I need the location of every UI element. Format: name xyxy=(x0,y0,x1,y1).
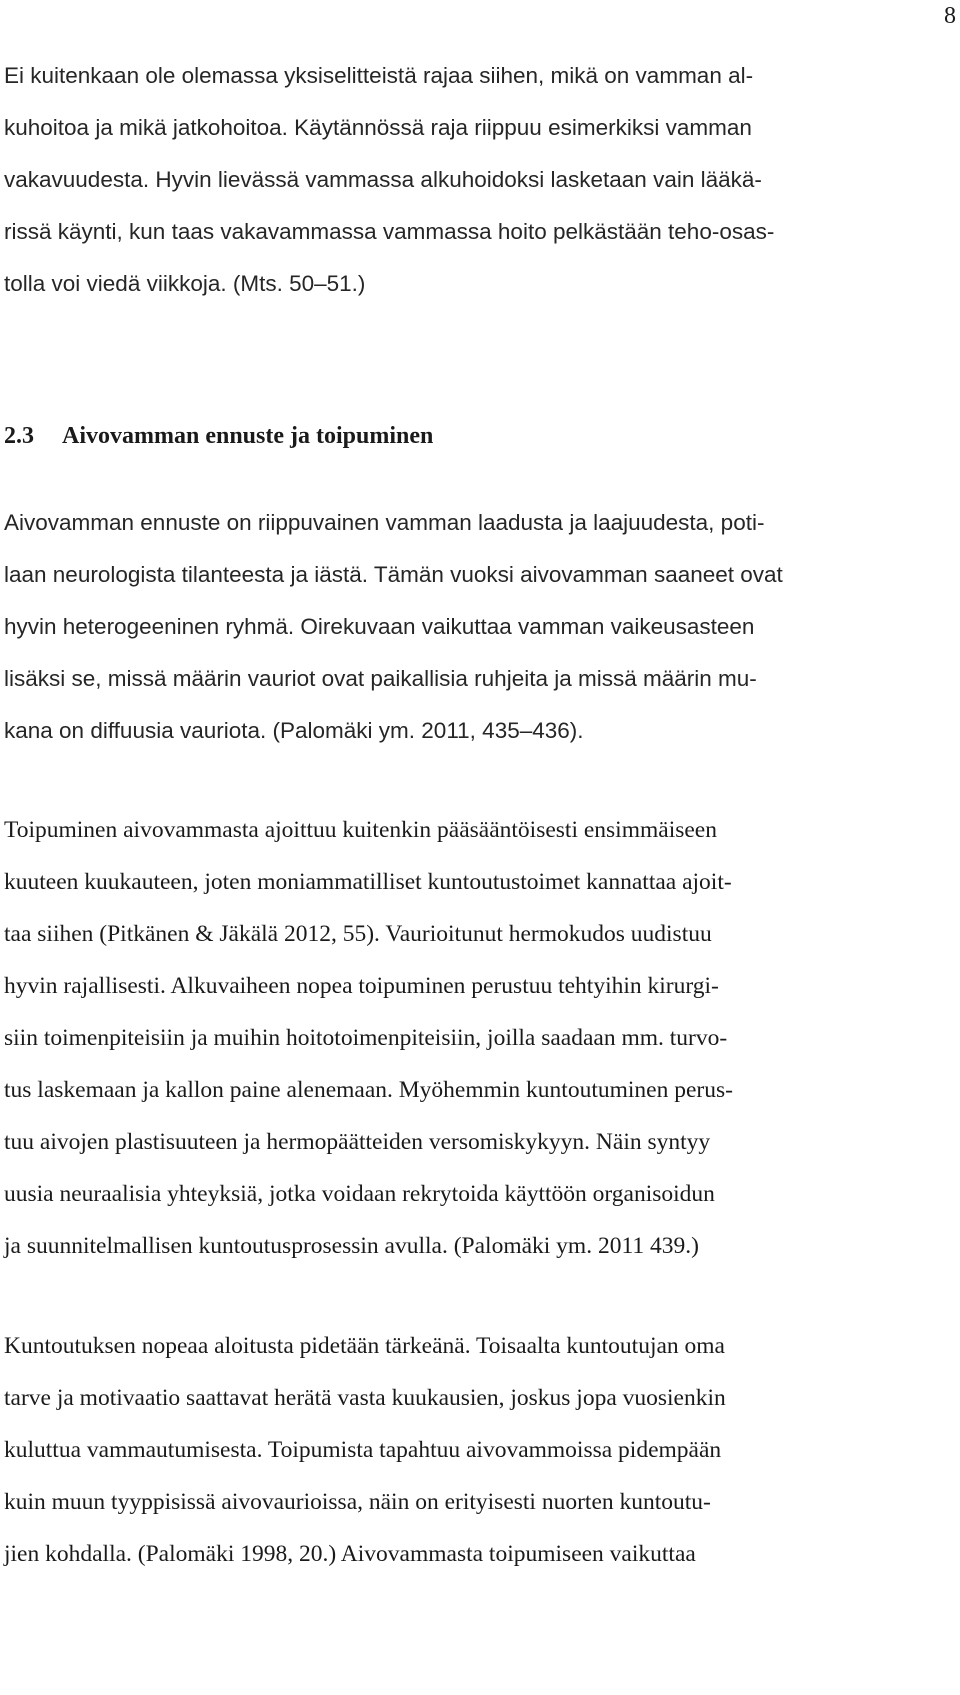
paragraph-2 xyxy=(4,497,956,757)
text-line: kana on diffuusia vauriota. (Palomäki ym. 2011, 435–436). xyxy=(4,718,584,743)
page-number: 8 xyxy=(944,3,956,29)
text-line: lisäksi se, missä määrin vauriot ovat paikallisia ruhjeita ja missä määrin mu- xyxy=(4,666,757,691)
text-line: Kuntoutuksen nopeaa aloitusta pidetään tärkeänä. Toisaalta kuntoutujan oma xyxy=(4,1333,725,1359)
text-line: jien kohdalla. (Palomäki 1998, 20.) Aivovammasta toipumiseen vaikuttaa xyxy=(4,1541,696,1567)
text-line: Aivovamman ennuste on riippuvainen vamman laadusta ja laajuudesta, poti- xyxy=(4,510,765,535)
text-line: siin toimenpiteisiin ja muihin hoitotoimenpiteisiin, joilla saadaan mm. turvo- xyxy=(4,1025,728,1051)
paragraph-4 xyxy=(4,1320,956,1580)
text-line: rissä käynti, kun taas vakavammassa vammassa hoito pelkästään teho-osas- xyxy=(4,219,775,244)
text-line: Ei kuitenkaan ole olemassa yksiselitteistä rajaa siihen, mikä on vamman al- xyxy=(4,63,754,88)
text-line: tus laskemaan ja kallon paine alenemaan. Myöhemmin kuntoutuminen perus- xyxy=(4,1077,733,1103)
section-number: 2.3 xyxy=(4,423,34,449)
text-line: kuin muun tyyppisissä aivovaurioissa, näin on erityisesti nuorten kuntoutu- xyxy=(4,1489,711,1515)
text-line: uusia neuraalisia yhteyksiä, jotka voidaan rekrytoida käyttöön organisoidun xyxy=(4,1181,715,1207)
section-title: Aivovamman ennuste ja toipuminen xyxy=(62,423,434,449)
text-line: tolla voi viedä viikkoja. (Mts. 50–51.) xyxy=(4,271,366,296)
paragraph-3 xyxy=(4,804,956,1272)
text-line: kuhoitoa ja mikä jatkohoitoa. Käytännössä raja riippuu esimerkiksi vamman xyxy=(4,115,752,140)
paragraph-1 xyxy=(4,50,956,310)
text-line: tuu aivojen plastisuuteen ja hermopäätteiden versomiskykyyn. Näin syntyy xyxy=(4,1129,711,1155)
text-line: hyvin rajallisesti. Alkuvaiheen nopea toipuminen perustuu tehtyihin kirurgi- xyxy=(4,973,719,999)
text-line: Toipuminen aivovammasta ajoittuu kuitenkin pääsääntöisesti ensimmäiseen xyxy=(4,817,717,843)
text-line: taa siihen (Pitkänen & Jäkälä 2012, 55). Vaurioitunut hermokudos uudistuu xyxy=(4,921,712,947)
text-line: kuluttua vammautumisesta. Toipumista tapahtuu aivovammoissa pidempään xyxy=(4,1437,722,1463)
text-line: vakavuudesta. Hyvin lievässä vammassa alkuhoidoksi lasketaan vain lääkä- xyxy=(4,167,762,192)
text-line: tarve ja motivaatio saattavat herätä vasta kuukausien, joskus jopa vuosienkin xyxy=(4,1385,726,1411)
text-line: laan neurologista tilanteesta ja iästä. Tämän vuoksi aivovamman saaneet ovat xyxy=(4,562,783,587)
text-line: kuuteen kuukauteen, joten moniammatilliset kuntoutustoimet kannattaa ajoit- xyxy=(4,869,732,895)
text-line: ja suunnitelmallisen kuntoutusprosessin avulla. (Palomäki ym. 2011 439.) xyxy=(4,1233,699,1259)
section-heading xyxy=(4,412,433,460)
text-line: hyvin heterogeeninen ryhmä. Oirekuvaan vaikuttaa vamman vaikeusasteen xyxy=(4,614,755,639)
